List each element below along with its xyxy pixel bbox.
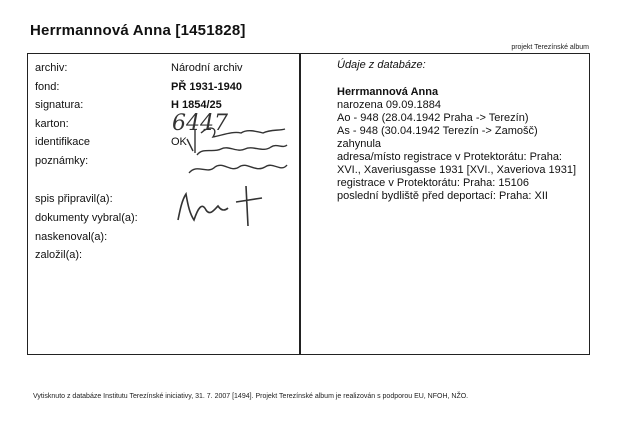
page-title: Herrmannová Anna [1451828] [30, 22, 246, 39]
signatura-value: H 1854/25 [171, 99, 222, 111]
footer-note: Vytisknuto z databáze Institutu Terezínské iniciativy, 31. 7. 2007 [1494]. Projekt Terezínské album je realizován s podporou EU, NFOH, NŽO. [33, 393, 469, 400]
person-name: Herrmannová Anna [337, 86, 439, 98]
poznamky-label: poznámky: [35, 155, 89, 167]
db-line-6: XVI., Xaveriusgasse 1931 [XVI., Xaveriova 1931] [337, 164, 577, 176]
dokumenty-label: dokumenty vybral(a): [35, 212, 138, 224]
db-line-5: adresa/místo registrace v Protektorátu: Praha: [337, 151, 562, 163]
fond-value: PŘ 1931-1940 [171, 81, 242, 93]
zalozil-label: založil(a): [35, 249, 83, 261]
project-note: projekt Terezínské album [511, 44, 589, 51]
handwritten-notes [183, 123, 293, 183]
db-line-7: registrace v Protektorátu: Praha: 15106 [337, 177, 529, 189]
db-line-2: Ao - 948 (28.04.1942 Praha -> Terezín) [337, 112, 529, 124]
signatura-label: signatura: [35, 99, 84, 111]
archiv-value: Národní archiv [171, 62, 243, 74]
spis-label: spis připravil(a): [35, 193, 113, 205]
identifikace-value: OK [171, 136, 187, 148]
database-heading: Údaje z databáze: [337, 59, 426, 71]
signature-stroke [172, 180, 272, 228]
naskenoval-label: naskenoval(a): [35, 231, 108, 243]
fond-label: fond: [35, 81, 60, 93]
db-line-3: As - 948 (30.04.1942 Terezín -> Zamošč) [337, 125, 538, 137]
identifikace-label: identifikace [35, 136, 91, 148]
db-line-4: zahynula [337, 138, 382, 150]
archiv-label: archiv: [35, 62, 68, 74]
column-divider [299, 53, 301, 355]
db-line-1: narozena 09.09.1884 [337, 99, 441, 111]
karton-handwritten: 6447 [172, 111, 228, 136]
karton-label: karton: [35, 118, 69, 130]
db-line-8: poslední bydliště před deportací: Praha: XII [337, 190, 548, 202]
